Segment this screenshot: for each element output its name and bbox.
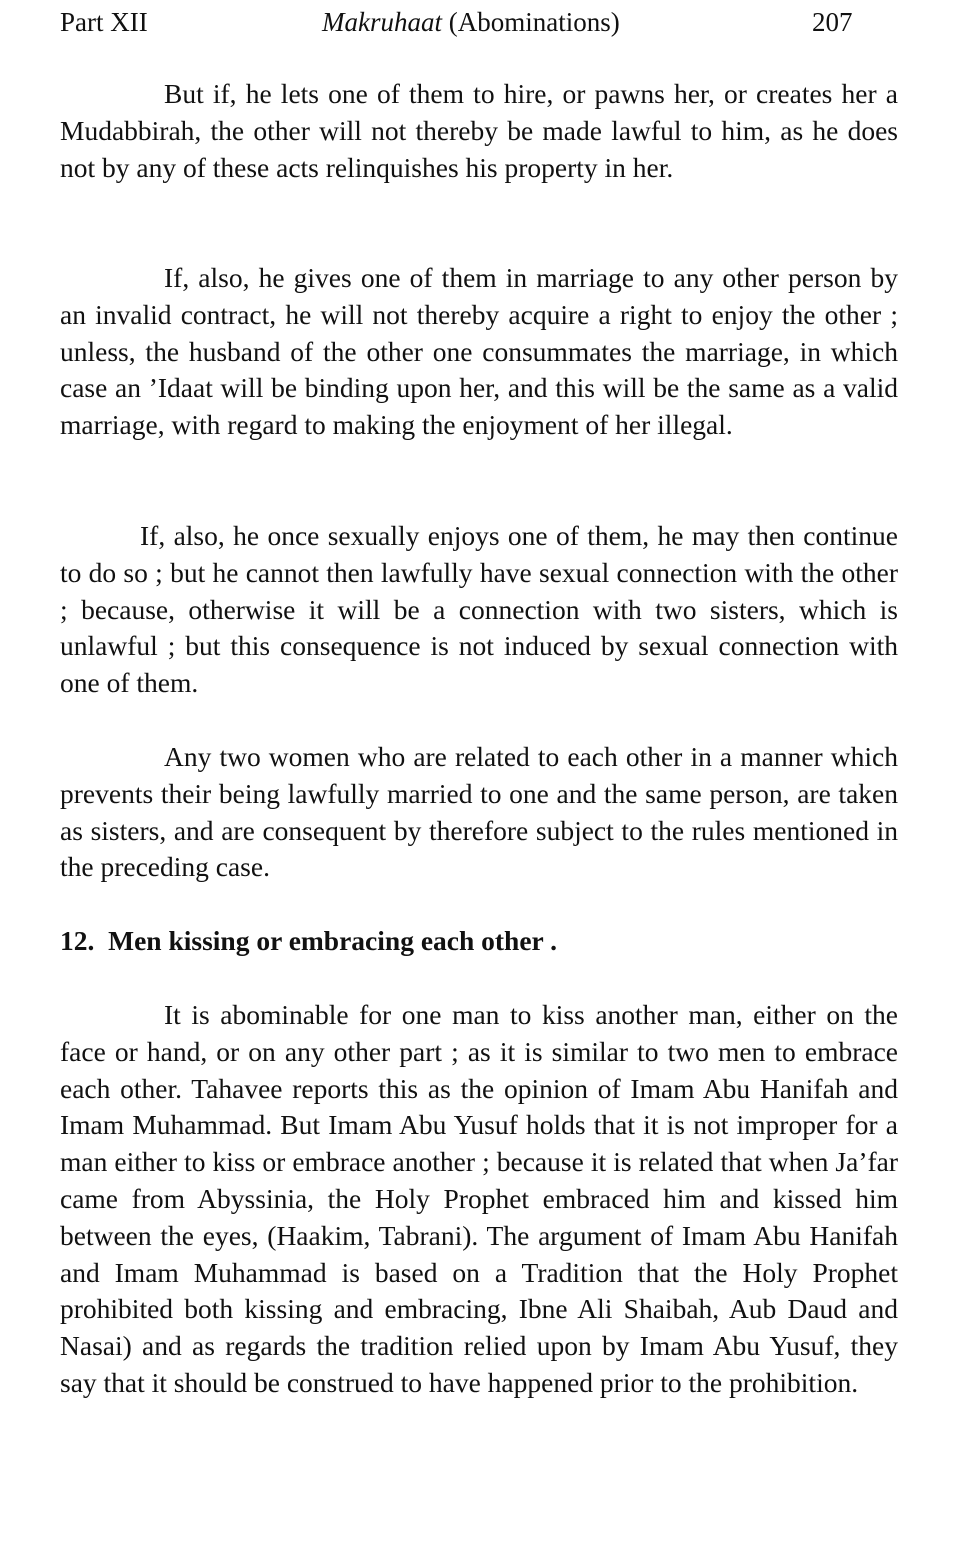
section-paragraph: It is abominable for one man to kiss another man, either on the face or hand, or on any other part ; as it is similar to two men to embrace each other. Tahavee reports this as the opinion of Imam Abu Hanifah and Imam Muhammad. But Imam Abu Yusuf holds that it is not improper for a man either to kiss or embrace another ; because it is related that when Ja’far came from Abyssinia, the Holy Prophet embraced him and kissed him between the eyes, (Haakim, Tabrani). The argument of Imam Abu Hanifah and Imam Muhammad is based on a Tradition that the Holy Prophet prohibited both kissing and embracing, Ibne Ali Shaibah, Aub Daud and Nasai) and as regards the tradition relied upon by Imam Abu Yusuf, they say that it should be construed to have happened prior to the prohibition. [60, 999, 898, 1398]
running-header [60, 0, 898, 44]
paragraph-1: But if, he lets one of them to hire, or pawns her, or creates her a Mudabbirah, the other will not thereby be made lawful to him, as he does not by any of these acts relinquishes his property in her. [60, 78, 898, 183]
part-label: Part XII [60, 7, 148, 37]
chapter-title [322, 0, 620, 44]
book-page [60, 0, 898, 1398]
paragraph-2: If, also, he gives one of them in marriage to any other person by an invalid contract, he will not thereby acquire a right to enjoy the other ; unless, the husband of the other one consummates the marriage, in which case an ’Idaat will be binding upon her, and this will be the same as a valid marriage, with regard to making the enjoyment of her illegal. [60, 262, 898, 441]
section-heading: 12. Men kissing or embracing each other . [60, 925, 558, 956]
paragraph-4: Any two women who are related to each other in a manner which prevents their being lawfully married to one and the same person, are taken as sisters, and are consequent by therefore subject to the rules mentioned in the preceding case. [60, 741, 898, 883]
chapter-title-rest: (Abominations) [441, 7, 620, 37]
chapter-title-italic: Makruhaat [322, 7, 442, 37]
page-number: 207 [812, 7, 853, 37]
paragraph-3: If, also, he once sexually enjoys one of them, he may then continue to do so ; but he cannot then lawfully have sexual connection with the other ; because, otherwise it will be a connection with two sisters, which is unlawful ; but this consequence is not induced by sexual connection with one of them. [60, 520, 898, 699]
